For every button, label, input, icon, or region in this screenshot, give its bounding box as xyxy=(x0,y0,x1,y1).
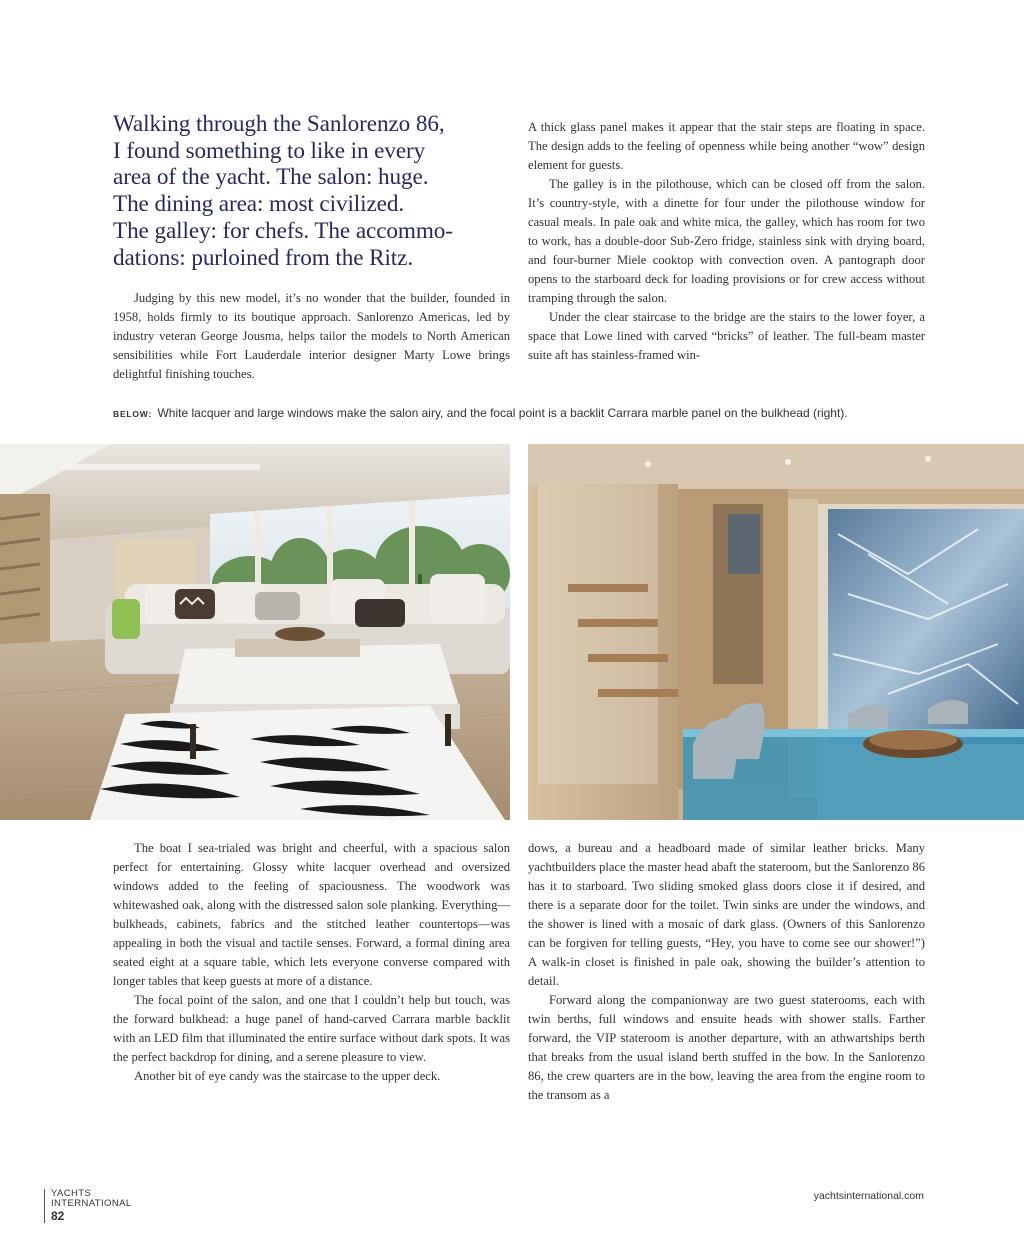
caption-text: White lacquer and large windows make the salon airy, and the focal point is a backlit Carrara marble panel on the bulkhead (right). xyxy=(157,406,848,420)
body-paragraph: The boat I sea-trialed was bright and cheerful, with a spacious salon perfect for entertaining. Glossy white lacquer overhead and oversized windows added to the feeling of spaciousness. The woodwork was whitewashed oak, along with the distressed salon sole planking. Everything—bulkheads, cabinets, fabrics and the stitched leather countertops—was appealing in both the visual and tactile senses. Forward, a formal dining area seated eight at a square table, which lets everyone converse compared with longer tables that keep guests at more of a distance. xyxy=(113,841,510,988)
brand-name-line: INTERNATIONAL xyxy=(51,1198,132,1209)
body-paragraph: The focal point of the salon, and one that I couldn’t help but touch, was the forward bulkhead: a huge panel of hand-carved Carrara marble backlit with an LED film that illuminated the entire surface without dark spots. It was the perfect backdrop for dining, and a serene pleasure to view. xyxy=(113,993,510,1064)
pull-quote-line: The galley: for chefs. The accommo- xyxy=(113,217,453,244)
website-url: yachtsinternational.com xyxy=(813,1190,924,1202)
dining-photo xyxy=(528,444,1024,820)
caption-lead: BELOW: xyxy=(113,409,153,419)
body-paragraph: dows, a bureau and a headboard made of similar leather bricks. Many yachtbuilders place the master head abaft the stateroom, but the Sanlorenzo 86 has it to starboard. Two sliding smoked glass doors close it if desired, and there is a separate door for the toilet. Twin sinks are under the windows, and the shower is lined with a mosaic of dark glass. (Owners of this Sanlorenzo can be forgiven for telling guests, “Hey, you have to come see our shower!”) A walk-in closet is finished in pale oak, showing the builder’s attention to detail. xyxy=(528,841,925,988)
body-paragraph: The galley is in the pilothouse, which can be closed off from the salon. It’s country-style, with a dinette for four under the pilothouse window for casual meals. In pale oak and white mica, the galley, which has room for two to work, has a double-door Sub-Zero fridge, stainless sink with drying board, and four-burner Miele cooktop with convection oven. A pantograph door opens to the starboard deck for loading provisions or for crew access without tramping through the salon. xyxy=(528,177,925,305)
article-column-top-right xyxy=(528,118,925,365)
body-paragraph: Judging by this new model, it’s no wonder that the builder, founded in 1958, holds firmly to its boutique approach. Sanlorenzo Americas, led by industry veteran George Jousma, helps tailor the models to North American sensibilities while Fort Lauderdale interior designer Marty Lowe brings delightful finishing touches. xyxy=(113,291,510,381)
body-paragraph: A thick glass panel makes it appear that the stair steps are floating in space. The design adds to the feeling of openness while being another “wow” design element for guests. xyxy=(528,120,925,172)
salon-photo xyxy=(0,444,510,820)
magazine-folio xyxy=(44,1189,132,1223)
pull-quote-line: I found something to like in every xyxy=(113,137,426,164)
page-number: 82 xyxy=(51,1209,65,1223)
article-column-bottom-right xyxy=(528,839,925,1105)
article-column-bottom-left xyxy=(113,839,510,1086)
pull-quote-line: The dining area: most civilized. xyxy=(113,191,405,218)
body-paragraph: Under the clear staircase to the bridge are the stairs to the lower foyer, a space that Lowe lined with carved “bricks” of leather. The full-beam master suite aft has stainless-framed win- xyxy=(528,310,925,362)
pull-quote-line: area of the yacht. The salon: huge. xyxy=(113,164,429,191)
article-column-top-left xyxy=(113,289,510,384)
photo-caption xyxy=(113,406,933,420)
body-paragraph: Forward along the companionway are two guest staterooms, each with twin berths, full windows and ensuite heads with shower stalls. Farther forward, the VIP stateroom is another departure, with an athwartships berth that breaks from the usual island berth stuffed in the bow. In the Sanlorenzo 86, the crew quarters are in the bow, leaving the area from the engine room to the transom as a xyxy=(528,993,925,1102)
pull-quote-line: dations: purloined from the Ritz. xyxy=(113,244,414,271)
brand-name-line: YACHTS xyxy=(51,1188,92,1199)
pull-quote xyxy=(113,111,503,271)
pull-quote-line: Walking through the Sanlorenzo 86, xyxy=(113,111,445,137)
body-paragraph: Another bit of eye candy was the staircase to the upper deck. xyxy=(134,1069,441,1083)
